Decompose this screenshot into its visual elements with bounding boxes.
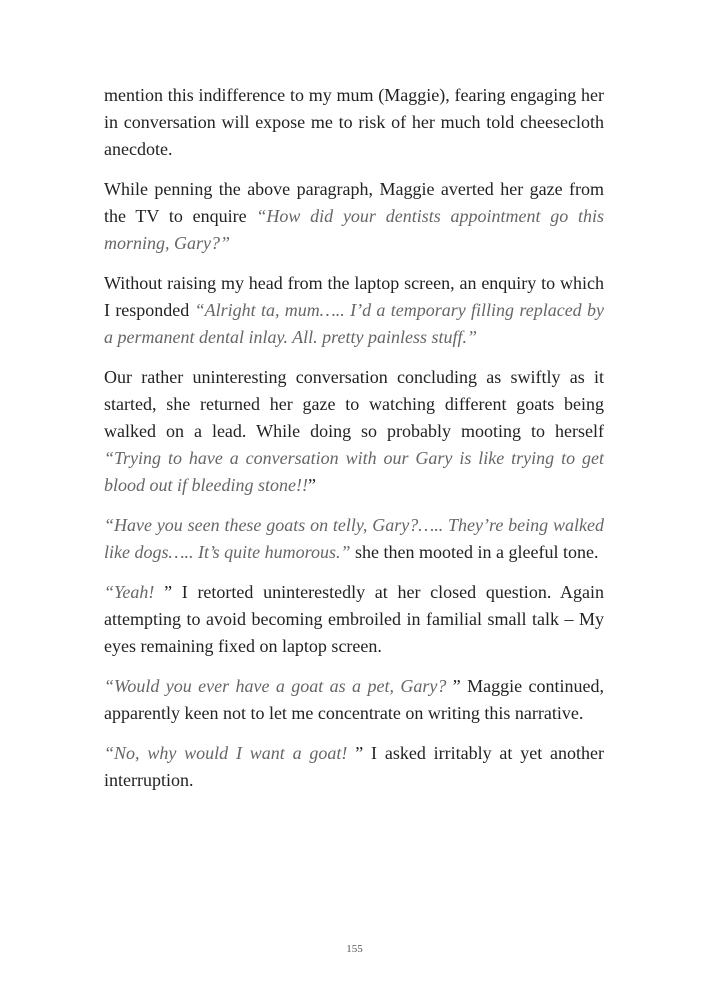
narration-text: Without raising my head from the laptop screen, an enquiry to which I responded	[104, 273, 604, 320]
dialogue-text: “Alright ta, mum….. I’d a temporary filling replaced by a permanent dental inlay. All. pretty painless stuff.”	[104, 300, 604, 347]
paragraph	[104, 82, 604, 163]
narration-text: ” Maggie continued, apparently keen not to let me concentrate on writing this narrative.	[104, 676, 604, 723]
narration-text: While penning the above paragraph, Maggie averted her gaze from the TV to enquire	[104, 179, 604, 226]
dialogue-text: “Trying to have a conversation with our Gary is like trying to get blood out if bleeding stone!!	[104, 448, 604, 495]
paragraph	[104, 176, 604, 257]
dialogue-text: “Would you ever have a goat as a pet, Gary?	[104, 676, 453, 696]
narration-text: ” I asked irritably at yet another interruption.	[104, 743, 605, 790]
paragraph	[104, 364, 604, 499]
page-number: 155	[346, 943, 363, 955]
paragraph	[104, 512, 604, 566]
narration-text: ”	[307, 475, 316, 495]
dialogue-text: “Yeah!	[104, 582, 165, 602]
dialogue-text: “How did your dentists appointment go this morning, Gary?”	[104, 206, 605, 253]
narration-text: mention this indifference to my mum (Maggie), fearing engaging her in conversation will expose me to risk of her much told cheesecloth anecdote.	[104, 85, 604, 159]
narration-text: Our rather uninteresting conversation concluding as swiftly as it started, she returned her gaze to watching different goats being walked on a lead. While doing so probably mooting to herself	[104, 367, 604, 441]
dialogue-text: “No, why would I want a goat!	[104, 743, 356, 763]
page-body-text	[104, 82, 604, 807]
narration-text: she then mooted in a gleeful tone.	[350, 542, 599, 562]
paragraph	[104, 579, 604, 660]
paragraph	[104, 270, 604, 351]
narration-text: ” I retorted uninterestedly at her closed question. Again attempting to avoid becoming embroiled in familial small talk – My eyes remaining fixed on laptop screen.	[104, 582, 605, 656]
dialogue-text: “Have you seen these goats on telly, Gary?….. They’re being walked like dogs….. It’s quite humorous.”	[104, 515, 604, 562]
paragraph	[104, 673, 604, 727]
paragraph	[104, 740, 604, 794]
